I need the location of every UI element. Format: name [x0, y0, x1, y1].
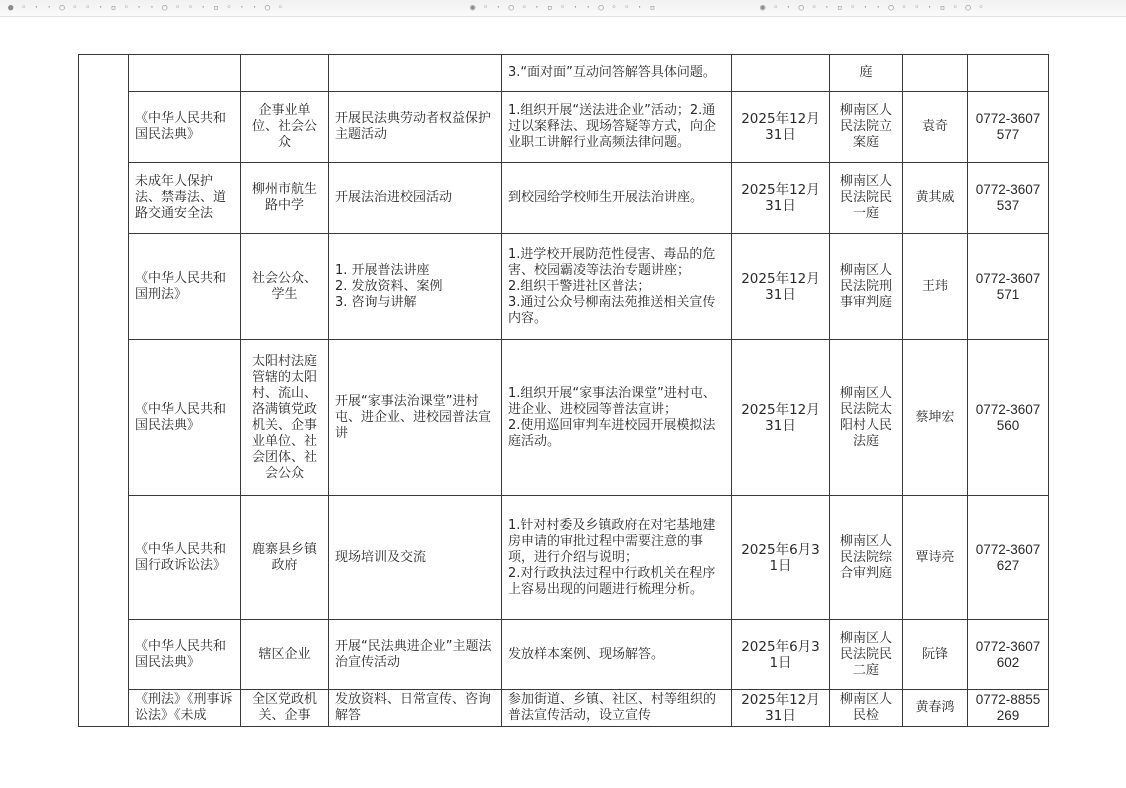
law-cell: 《中华人民共和国民法典》 — [129, 92, 241, 163]
target-cell: 太阳村法庭管辖的太阳村、流山、洛满镇党政机关、企事业单位、社会团体、社会公众 — [241, 340, 329, 496]
phone-cell: 0772-3607537 — [968, 163, 1049, 234]
date-cell: 2025年12月31日 — [732, 92, 830, 163]
target-cell: 辖区企业 — [241, 620, 329, 690]
content-cell: 1.组织开展“送法进企业”活动；2.通过以案释法、现场答疑等方式，向企业职工讲解行业高频法律问题。 — [502, 92, 732, 163]
table-row — [79, 92, 1049, 163]
unit-cell: 柳南区人民检 — [830, 690, 903, 727]
date-cell: 2025年12月31日 — [732, 690, 830, 727]
content-cell: 1.针对村委及乡镇政府在对宅基地建房申请的审批过程中需要注意的事项，进行介绍与说明； 2.对行政执法过程中行政机关在程序上容易出现的问题进行梳理分析。 — [502, 496, 732, 620]
content-cell: 发放样本案例、现场解答。 — [502, 620, 732, 690]
form-cell: 开展“家事法治课堂”进村屯、进企业、进校园普法宣讲 — [329, 340, 502, 496]
scan-artifact: ● ◦ · · ○ ◦ ◦ · ▫ ◦ · · ○ ◦ ◦ · ▫ ◦ · · ○ ◦ — [8, 3, 284, 13]
law-cell: 未成年人保护法、禁毒法、道路交通安全法 — [129, 163, 241, 234]
date-cell — [732, 55, 830, 92]
law-cell: 《中华人民共和国行政诉讼法》 — [129, 496, 241, 620]
scan-artifact: ◉ ◦ · ○ ◦ · ▫ ◦ · · ○ ◦ ◦ · ▫ ◦ ○ ◦ — [760, 3, 985, 13]
content-cell: 3.“面对面”互动问答解答具体问题。 — [502, 55, 732, 92]
form-cell: 开展法治进校园活动 — [329, 163, 502, 234]
outer-merged-cell — [79, 55, 129, 727]
law-cell: 《中华人民共和国民法典》 — [129, 340, 241, 496]
law-cell: 《刑法》《刑事诉讼法》《未成 — [129, 690, 241, 727]
person-cell — [903, 55, 968, 92]
publicity-plan-table — [78, 54, 1049, 727]
law-cell: 《中华人民共和国刑法》 — [129, 234, 241, 340]
form-cell: 发放资料、日常宣传、咨询解答 — [329, 690, 502, 727]
form-cell: 现场培训及交流 — [329, 496, 502, 620]
target-cell: 柳州市航生路中学 — [241, 163, 329, 234]
table-row — [79, 690, 1049, 727]
unit-cell: 柳南区人民法院刑事审判庭 — [830, 234, 903, 340]
phone-cell: 0772-8855269 — [968, 690, 1049, 727]
date-cell: 2025年12月31日 — [732, 163, 830, 234]
table-row — [79, 340, 1049, 496]
law-cell: 《中华人民共和国民法典》 — [129, 620, 241, 690]
date-cell: 2025年6月31日 — [732, 620, 830, 690]
target-cell: 全区党政机关、企事 — [241, 690, 329, 727]
content-cell: 到校园给学校师生开展法治讲座。 — [502, 163, 732, 234]
person-cell: 黄其威 — [903, 163, 968, 234]
table-row — [79, 55, 1049, 92]
phone-cell: 0772-3607602 — [968, 620, 1049, 690]
unit-cell: 柳南区人民法院立案庭 — [830, 92, 903, 163]
person-cell: 王玮 — [903, 234, 968, 340]
form-cell — [329, 55, 502, 92]
table-row — [79, 234, 1049, 340]
phone-cell: 0772-3607577 — [968, 92, 1049, 163]
person-cell: 黄春鸿 — [903, 690, 968, 727]
target-cell — [241, 55, 329, 92]
law-cell — [129, 55, 241, 92]
date-cell: 2025年12月31日 — [732, 234, 830, 340]
content-cell: 1.进学校开展防范性侵害、毒品的危害、校园霸凌等法治专题讲座； 2.组织干警进社区普法； 3.通过公众号柳南法苑推送相关宣传内容。 — [502, 234, 732, 340]
unit-cell: 庭 — [830, 55, 903, 92]
scan-header-strip — [0, 0, 1126, 17]
unit-cell: 柳南区人民法院综合审判庭 — [830, 496, 903, 620]
content-cell: 参加街道、乡镇、社区、村等组织的普法宣传活动，设立宣传 — [502, 690, 732, 727]
table-row — [79, 163, 1049, 234]
table-row — [79, 620, 1049, 690]
scan-artifact: ◉ ◦ · ○ ◦ · ▫ ◦ · · ○ ◦ ◦ · ▫ — [470, 3, 657, 13]
content-cell: 1.组织开展“家事法治课堂”进村屯、进企业、进校园等普法宣讲； 2.使用巡回审判车进校园开展模拟法庭活动。 — [502, 340, 732, 496]
form-cell: 开展“民法典进企业”主题法治宣传活动 — [329, 620, 502, 690]
unit-cell: 柳南区人民法院民二庭 — [830, 620, 903, 690]
form-cell: 开展民法典劳动者权益保护主题活动 — [329, 92, 502, 163]
person-cell: 袁奇 — [903, 92, 968, 163]
target-cell: 鹿寨县乡镇政府 — [241, 496, 329, 620]
date-cell: 2025年12月31日 — [732, 340, 830, 496]
target-cell: 企事业单位、社会公众 — [241, 92, 329, 163]
unit-cell: 柳南区人民法院民一庭 — [830, 163, 903, 234]
person-cell: 覃诗亮 — [903, 496, 968, 620]
person-cell: 蔡坤宏 — [903, 340, 968, 496]
table-row — [79, 496, 1049, 620]
phone-cell: 0772-3607627 — [968, 496, 1049, 620]
unit-cell: 柳南区人民法院太阳村人民法庭 — [830, 340, 903, 496]
phone-cell: 0772-3607571 — [968, 234, 1049, 340]
person-cell: 阮锋 — [903, 620, 968, 690]
form-cell: 1. 开展普法讲座 2. 发放资料、案例 3. 咨询与讲解 — [329, 234, 502, 340]
phone-cell — [968, 55, 1049, 92]
target-cell: 社会公众、学生 — [241, 234, 329, 340]
date-cell: 2025年6月31日 — [732, 496, 830, 620]
phone-cell: 0772-3607560 — [968, 340, 1049, 496]
